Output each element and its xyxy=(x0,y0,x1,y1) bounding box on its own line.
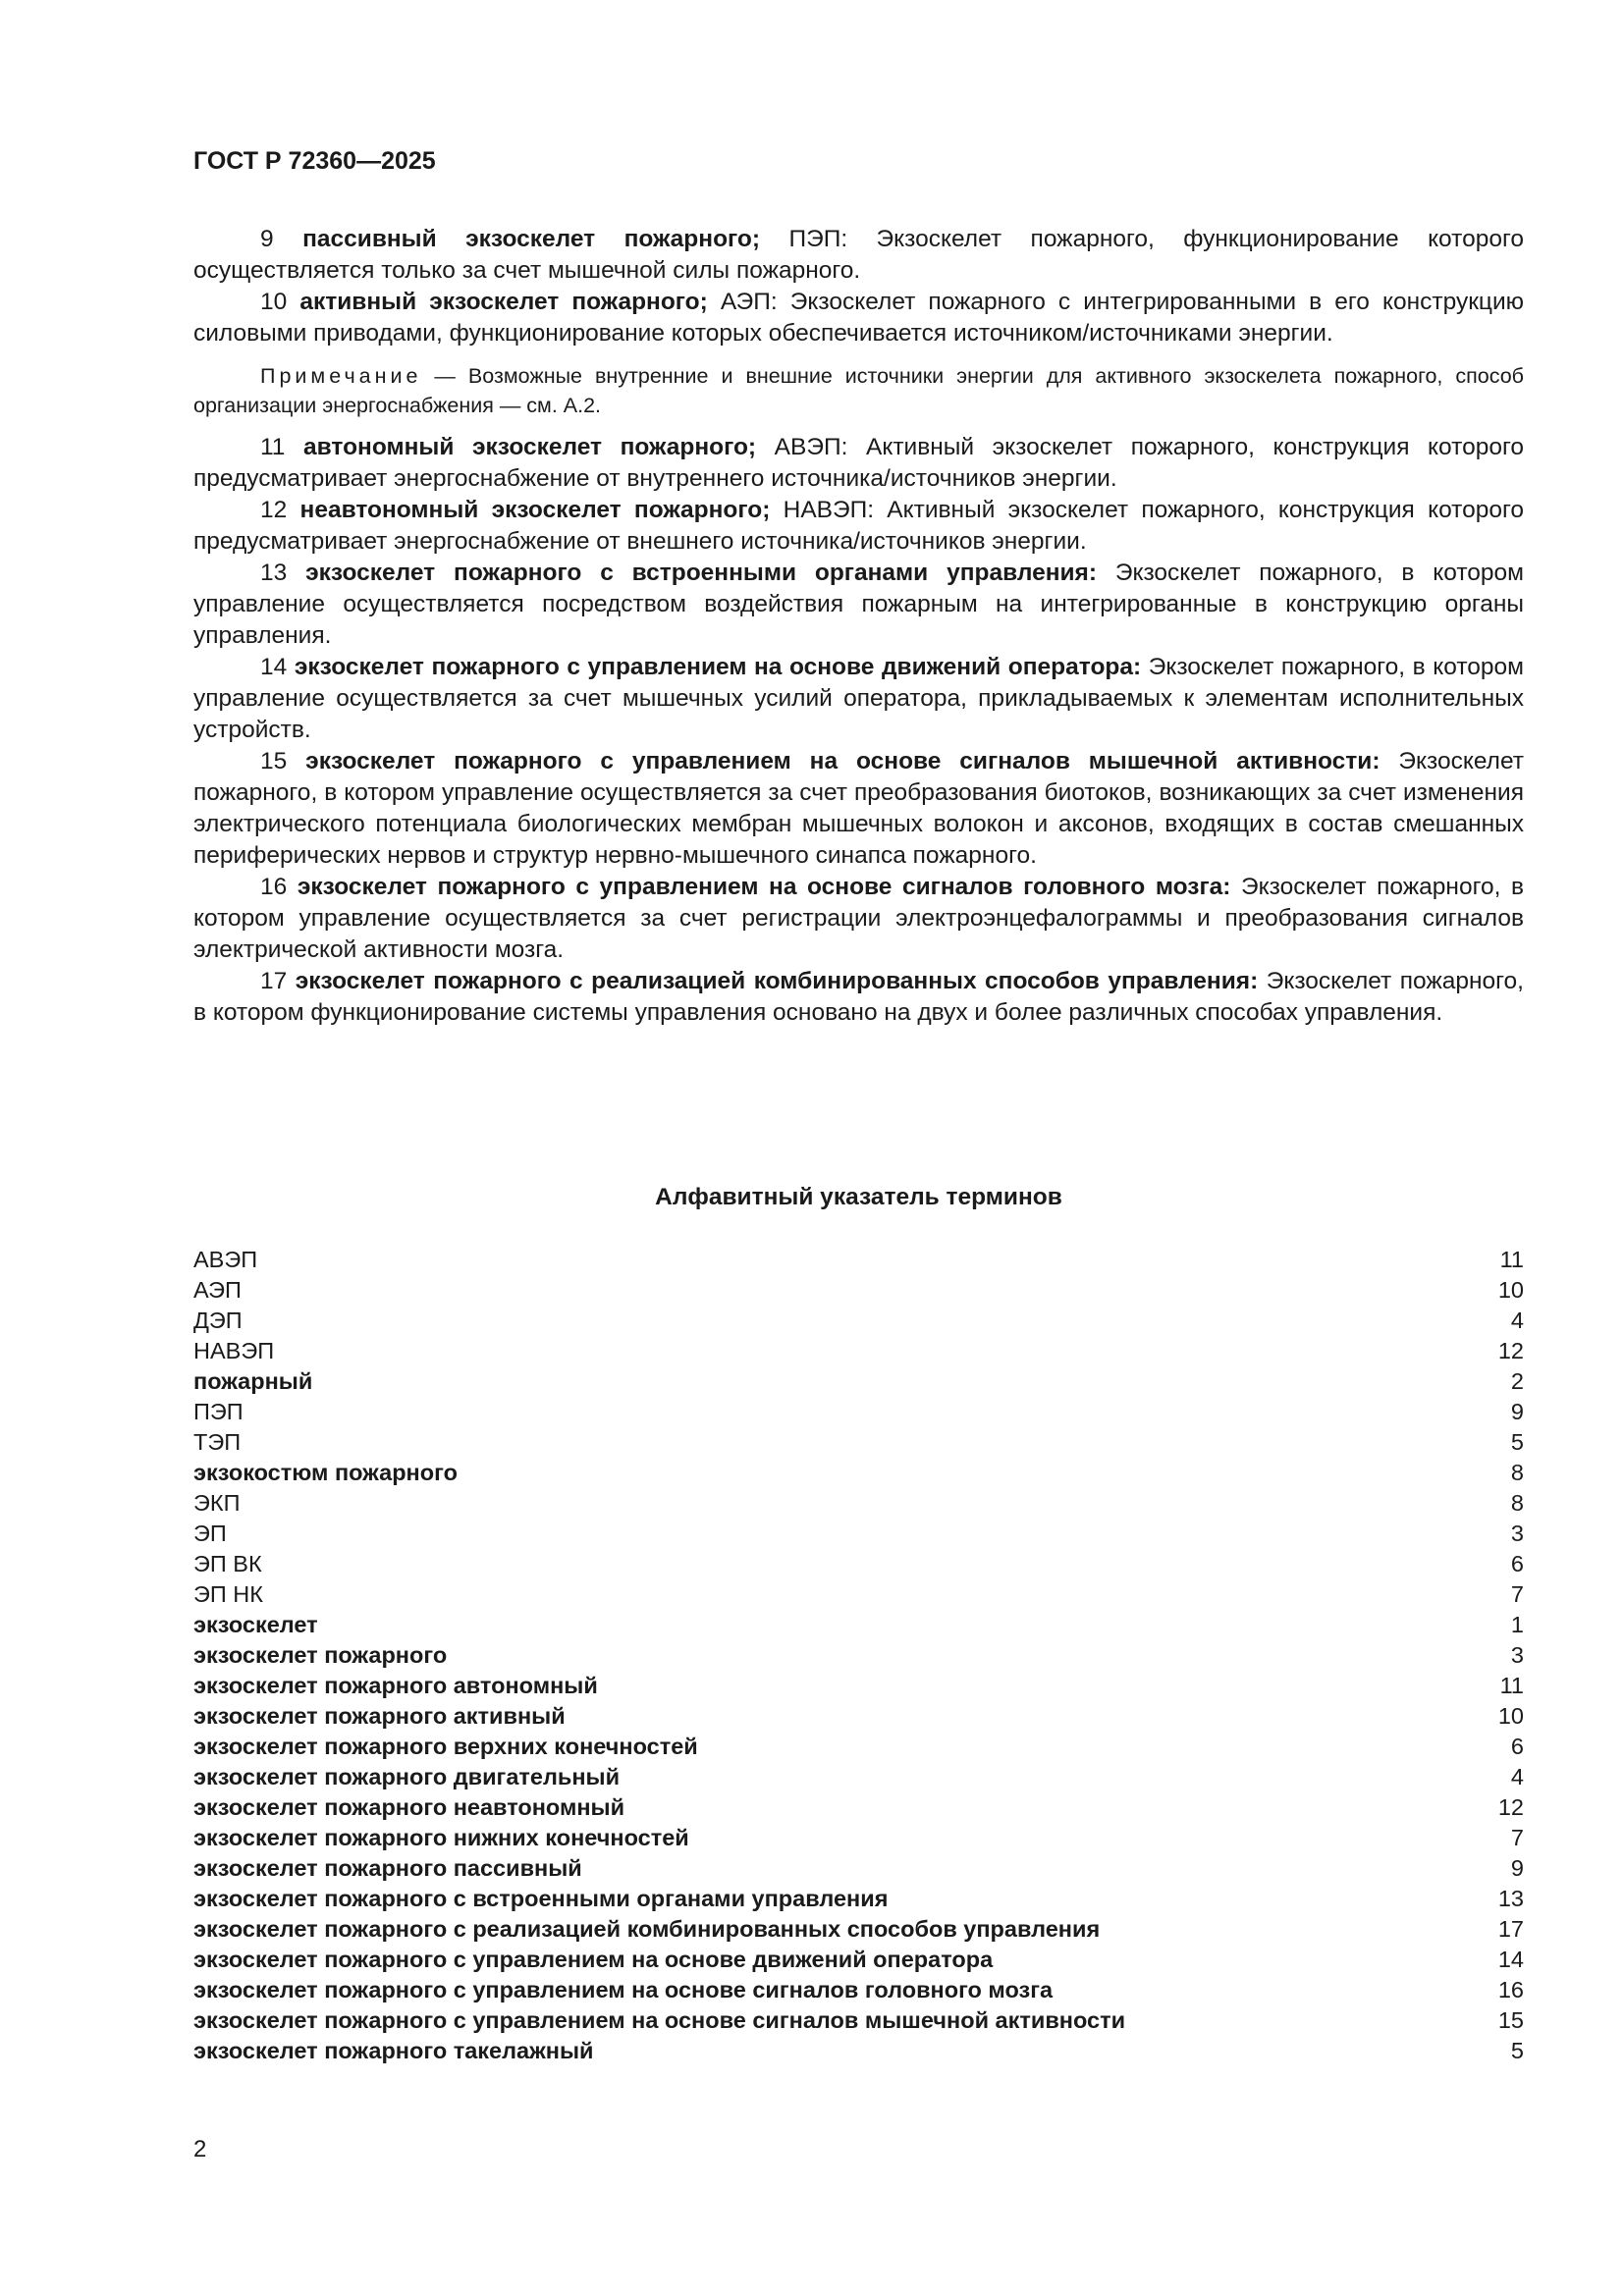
note-label: Примечание xyxy=(260,364,422,388)
index-row xyxy=(193,1671,1524,1701)
entry-definition: АЭП: Экзоскелет пожарного с интегрированными в его конструкцию силовыми приводами, функционирование которых обеспечивается источником/источниками энергии. xyxy=(193,289,1525,347)
index-term: экзоскелет пожарного xyxy=(193,1642,448,1668)
entry-term: экзоскелет пожарного с управлением на основе сигналов головного мозга: xyxy=(297,874,1231,900)
index-row xyxy=(193,1366,1524,1397)
index-title: Алфавитный указатель терминов xyxy=(655,1184,1062,1210)
index-row xyxy=(193,2005,1524,2036)
index-row xyxy=(193,1823,1524,1853)
index-row xyxy=(193,1975,1524,2005)
alphabetical-index xyxy=(193,1245,1524,2066)
index-term: ЭП xyxy=(193,1521,227,1546)
index-row xyxy=(193,1488,1524,1519)
index-term: ТЭП xyxy=(193,1429,242,1455)
index-number: 10 xyxy=(1497,1277,1524,1303)
index-number: 12 xyxy=(1497,1794,1524,1820)
index-number: 10 xyxy=(1497,1703,1524,1729)
index-row xyxy=(193,1701,1524,1732)
index-number: 5 xyxy=(1510,1429,1524,1455)
entry-definition: Экзоскелет пожарного, в котором управление осуществляется за счет мышечных усилий оператора, прикладываемых к элементам исполнительных устройств. xyxy=(193,654,1525,743)
index-term: ПЭП xyxy=(193,1399,244,1424)
index-number: 12 xyxy=(1497,1338,1524,1363)
index-row xyxy=(193,1640,1524,1671)
index-term: экзоскелет пожарного с управлением на основе сигналов головного мозга xyxy=(193,1977,1054,2002)
index-number: 3 xyxy=(1510,1642,1524,1668)
index-number: 3 xyxy=(1510,1521,1524,1546)
index-term: ДЭП xyxy=(193,1308,243,1333)
index-number: 7 xyxy=(1510,1581,1524,1607)
index-term: экзоскелет пожарного с управлением на основе движений оператора xyxy=(193,1947,994,1972)
index-term: пожарный xyxy=(193,1368,313,1394)
index-row xyxy=(193,1732,1524,1762)
index-number: 11 xyxy=(1499,1247,1524,1272)
index-term: экзоскелет пожарного двигательный xyxy=(193,1764,621,1789)
index-number: 9 xyxy=(1510,1399,1524,1424)
entry-number: 14 xyxy=(260,654,288,680)
entry-definition: Экзоскелет пожарного, в котором функционирование системы управления основано на двух и более различных способах управления. xyxy=(193,968,1524,1026)
index-term: экзоскелет пожарного автономный xyxy=(193,1673,598,1698)
index-row xyxy=(193,1306,1524,1336)
index-term: ЭП ВК xyxy=(193,1551,262,1576)
terms-section xyxy=(193,224,1524,1029)
index-number: 14 xyxy=(1497,1947,1524,1972)
term-entry xyxy=(193,872,1524,966)
entry-term: пассивный экзоскелет пожарного; xyxy=(302,226,761,252)
entry-term: экзоскелет пожарного с реализацией комбинированных способов управления: xyxy=(295,968,1259,994)
index-number: 13 xyxy=(1497,1886,1524,1911)
index-number: 9 xyxy=(1510,1855,1524,1881)
page-number: 2 xyxy=(193,2136,207,2163)
index-term: экзоскелет пожарного пассивный xyxy=(193,1855,582,1881)
term-entry xyxy=(193,746,1524,872)
index-number: 4 xyxy=(1510,1308,1524,1333)
entry-definition: ПЭП: Экзоскелет пожарного, функционирование которого осуществляется только за счет мышечной силы пожарного. xyxy=(193,226,1524,284)
term-entry xyxy=(193,287,1524,349)
index-number: 8 xyxy=(1510,1460,1524,1485)
entry-number: 16 xyxy=(260,874,288,900)
note-text: — Возможные внутренние и внешние источники энергии для активного экзоскелета пожарного, способ организации энергоснабжения — см. А.2. xyxy=(193,364,1524,417)
term-entry xyxy=(193,432,1524,495)
entry-number: 11 xyxy=(260,434,286,460)
entry-definition: НАВЭП: Активный экзоскелет пожарного, конструкция которого предусматривает энергоснабжение от внешнего источника/источников энергии. xyxy=(193,497,1525,555)
term-entry xyxy=(193,495,1524,558)
index-row xyxy=(193,1427,1524,1458)
index-row xyxy=(193,1519,1524,1549)
index-number: 15 xyxy=(1497,2007,1524,2033)
index-row xyxy=(193,2036,1524,2066)
index-number: 4 xyxy=(1510,1764,1524,1789)
index-term: экзоскелет пожарного с реализацией комбинированных способов управления xyxy=(193,1916,1101,1942)
index-row xyxy=(193,1336,1524,1366)
index-term: экзоскелет пожарного верхних конечностей xyxy=(193,1734,698,1759)
index-term: экзоскелет пожарного нижних конечностей xyxy=(193,1825,689,1850)
index-term: экзоскелет пожарного с управлением на основе сигналов мышечной активности xyxy=(193,2007,1126,2033)
entry-number: 15 xyxy=(260,748,288,774)
index-row xyxy=(193,1853,1524,1884)
entry-term: автономный экзоскелет пожарного; xyxy=(303,434,757,460)
index-row xyxy=(193,1792,1524,1823)
term-entry xyxy=(193,558,1524,652)
entry-number: 10 xyxy=(260,289,288,315)
entry-term: неавтономный экзоскелет пожарного; xyxy=(299,497,771,523)
index-term: экзокостюм пожарного xyxy=(193,1460,458,1485)
entry-definition: Экзоскелет пожарного, в котором управление осуществляется посредством воздействия пожарным на интегрированные в конструкцию органы управления. xyxy=(193,560,1524,649)
index-term: ЭКП xyxy=(193,1490,241,1516)
index-row xyxy=(193,1245,1524,1275)
entry-number: 12 xyxy=(260,497,288,523)
entry-term: экзоскелет пожарного с управлением на основе сигналов мышечной активности: xyxy=(305,748,1380,774)
entry-term: активный экзоскелет пожарного; xyxy=(299,289,708,315)
term-entry xyxy=(193,966,1524,1029)
index-term: АВЭП xyxy=(193,1247,258,1272)
index-term: АЭП xyxy=(193,1277,242,1303)
entry-number: 9 xyxy=(260,226,274,252)
term-entry xyxy=(193,224,1524,287)
index-row xyxy=(193,1397,1524,1427)
index-row xyxy=(193,1945,1524,1975)
index-number: 6 xyxy=(1510,1551,1524,1576)
index-row xyxy=(193,1458,1524,1488)
index-number: 2 xyxy=(1510,1368,1524,1394)
index-row xyxy=(193,1914,1524,1945)
index-number: 16 xyxy=(1497,1977,1524,2002)
index-row xyxy=(193,1610,1524,1640)
index-number: 1 xyxy=(1510,1612,1524,1637)
index-row xyxy=(193,1884,1524,1914)
index-row xyxy=(193,1549,1524,1579)
index-term: экзоскелет пожарного такелажный xyxy=(193,2038,594,2063)
document-code: ГОСТ Р 72360—2025 xyxy=(193,147,436,175)
entry-definition: АВЭП: Активный экзоскелет пожарного, конструкция которого предусматривает энергоснабжение от внутреннего источника/источников энергии. xyxy=(193,434,1524,492)
term-entry xyxy=(193,652,1524,746)
index-term: ЭП НК xyxy=(193,1581,263,1607)
entry-number: 17 xyxy=(260,968,288,994)
entry-definition: Экзоскелет пожарного, в котором управление осуществляется за счет преобразования биотоков, возникающих за счет изменения электрического потенциала биологических мембран мышечных волокон и аксонов, входящих в состав смешанных периферических нервов и структур нервно-мышечного синапса пожарного. xyxy=(193,748,1524,869)
entry-number: 13 xyxy=(260,560,288,586)
index-term: экзоскелет пожарного активный xyxy=(193,1703,566,1729)
index-number: 17 xyxy=(1497,1916,1524,1942)
index-row xyxy=(193,1762,1524,1792)
entry-term: экзоскелет пожарного с управлением на основе движений оператора: xyxy=(294,654,1142,680)
index-row xyxy=(193,1275,1524,1306)
index-row xyxy=(193,1579,1524,1610)
index-term: экзоскелет пожарного неавтономный xyxy=(193,1794,625,1820)
index-number: 11 xyxy=(1499,1673,1524,1698)
index-term: экзоскелет xyxy=(193,1612,318,1637)
index-number: 5 xyxy=(1510,2038,1524,2063)
index-number: 6 xyxy=(1510,1734,1524,1759)
entry-definition: Экзоскелет пожарного, в котором управление осуществляется за счет регистрации электроэнцефалограммы и преобразования сигналов электрической активности мозга. xyxy=(193,874,1524,963)
index-number: 8 xyxy=(1510,1490,1524,1516)
index-number: 7 xyxy=(1510,1825,1524,1850)
note xyxy=(193,361,1524,420)
index-term: НАВЭП xyxy=(193,1338,275,1363)
entry-term: экзоскелет пожарного с встроенными органами управления: xyxy=(305,560,1098,586)
index-term: экзоскелет пожарного с встроенными органами управления xyxy=(193,1886,889,1911)
